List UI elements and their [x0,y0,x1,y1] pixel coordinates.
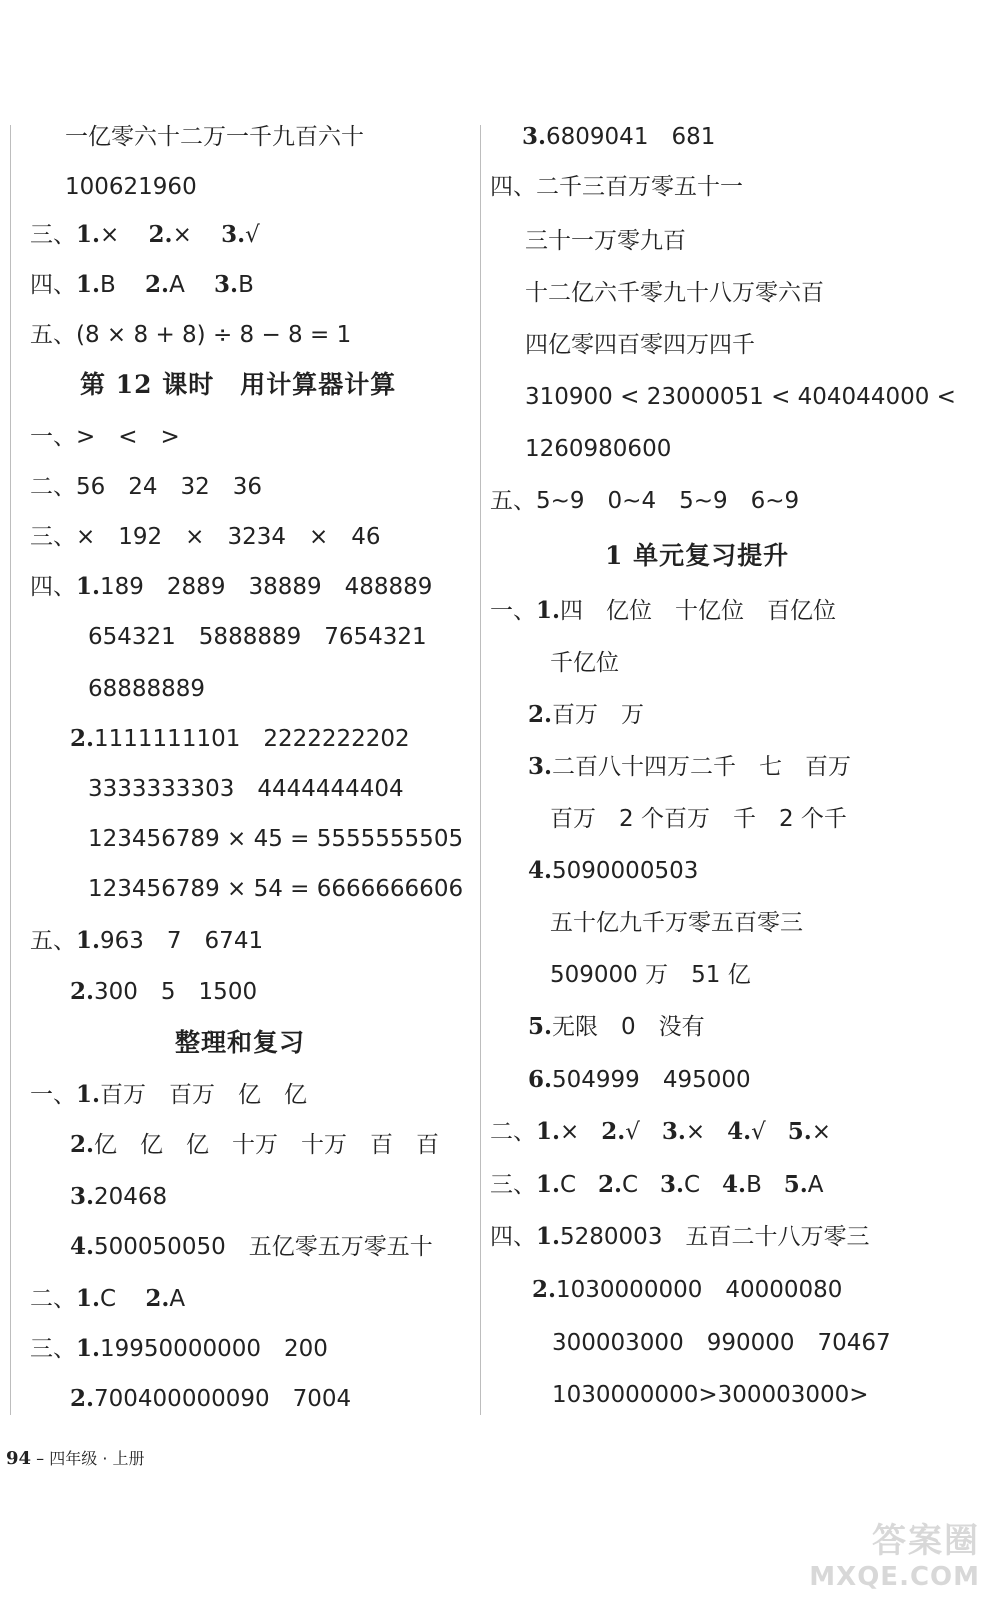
answer-line: 6.504999 495000 [528,1066,751,1093]
answer-line: 100621960 [65,174,197,200]
answer-line: 五、1.963 7 6741 [30,927,264,954]
watermark-url: MXQE.COM [809,1562,980,1592]
answer-line: 三、1.× 2.× 3.√ [30,221,260,248]
footer-dash: – [36,1449,45,1468]
answer-line: 二、1.C 2.A [30,1285,186,1312]
answer-line: 四、1.189 2889 38889 488889 [30,573,433,600]
answer-line: 3.20468 [70,1183,168,1210]
watermark-logo [809,1513,980,1592]
answer-line: 四、1.B 2.A 3.B [30,271,254,298]
answer-line: 三、× 192 × 3234 × 46 [30,524,381,550]
answer-line: 4.5090000503 [528,857,699,884]
answer-line: 1260980600 [525,436,672,462]
answer-line: 3.6809041 681 [522,123,716,150]
watermark-title: 答案圈 [872,1521,980,1561]
answer-line: 2.1111111101 2222222202 [70,725,410,752]
grade-label: 四年级 · 上册 [49,1449,145,1468]
answer-line: 四、1.5280003 五百二十八万零三 [490,1223,870,1250]
answer-line: 654321 5888889 7654321 [88,624,427,650]
answer-line: 三、1.C 2.C 3.C 4.B 5.A [490,1171,824,1198]
column-divider [480,125,481,1415]
answer-line: 三、1.19950000000 200 [30,1335,328,1362]
answer-line: 3333333303 4444444404 [88,776,404,802]
answer-line: 123456789 × 45 = 5555555505 [88,826,464,852]
answer-line: 3.二百八十四万二千 七 百万 [528,753,852,780]
section-heading: 1 单元复习提升 [605,541,790,570]
answer-line: 509000 万 51 亿 [550,962,751,988]
answer-line: 2.百万 万 [528,701,645,728]
answer-line: 2.亿 亿 亿 十万 十万 百 百 [70,1131,440,1158]
answer-line: 百万 2 个百万 千 2 个千 [550,806,847,832]
answer-line: 四、二千三百万零五十一 [490,174,743,200]
answer-line: 三十一万零九百 [525,228,686,254]
page-footer [6,1448,145,1470]
answer-line: 四亿零四百零四万四千 [525,332,755,358]
answer-line: 一、1.四 亿位 十亿位 百亿位 [490,597,837,624]
answer-line: 五、5~9 0~4 5~9 6~9 [490,488,800,514]
answer-line: 4.500050050 五亿零五万零五十 [70,1233,433,1260]
answer-line: 300003000 990000 70467 [552,1330,891,1356]
answer-line: 2.300 5 1500 [70,978,258,1005]
answer-line: 五、(8 × 8 + 8) ÷ 8 − 8 = 1 [30,322,352,348]
answer-line: 五十亿九千万零五百零三 [550,910,803,936]
section-heading: 第 12 课时 用计算器计算 [80,370,397,399]
answer-line: 2.1030000000 40000080 [532,1276,843,1303]
answer-line: 十二亿六千零九十八万零六百 [525,280,824,306]
answer-line: 1030000000>300003000> [552,1382,869,1408]
answer-line: 二、56 24 32 36 [30,474,263,500]
section-heading: 整理和复习 [175,1028,306,1057]
left-margin-rule [10,125,11,1415]
answer-line: 2.700400000090 7004 [70,1385,352,1412]
answer-line: 一、1.百万 百万 亿 亿 [30,1081,308,1108]
answer-line: 123456789 × 54 = 6666666606 [88,876,464,902]
answer-line: 二、1.× 2.√ 3.× 4.√ 5.× [490,1118,831,1145]
answer-line: 千亿位 [550,650,619,676]
answer-line: 68888889 [88,676,206,702]
answer-line: 310900 < 23000051 < 404044000 < [525,384,956,410]
answer-line: 一、> < > [30,424,180,450]
answer-line: 一亿零六十二万一千九百六十 [65,124,364,150]
answer-line: 5.无限 0 没有 [528,1013,705,1040]
page-number: 94 [6,1448,32,1469]
